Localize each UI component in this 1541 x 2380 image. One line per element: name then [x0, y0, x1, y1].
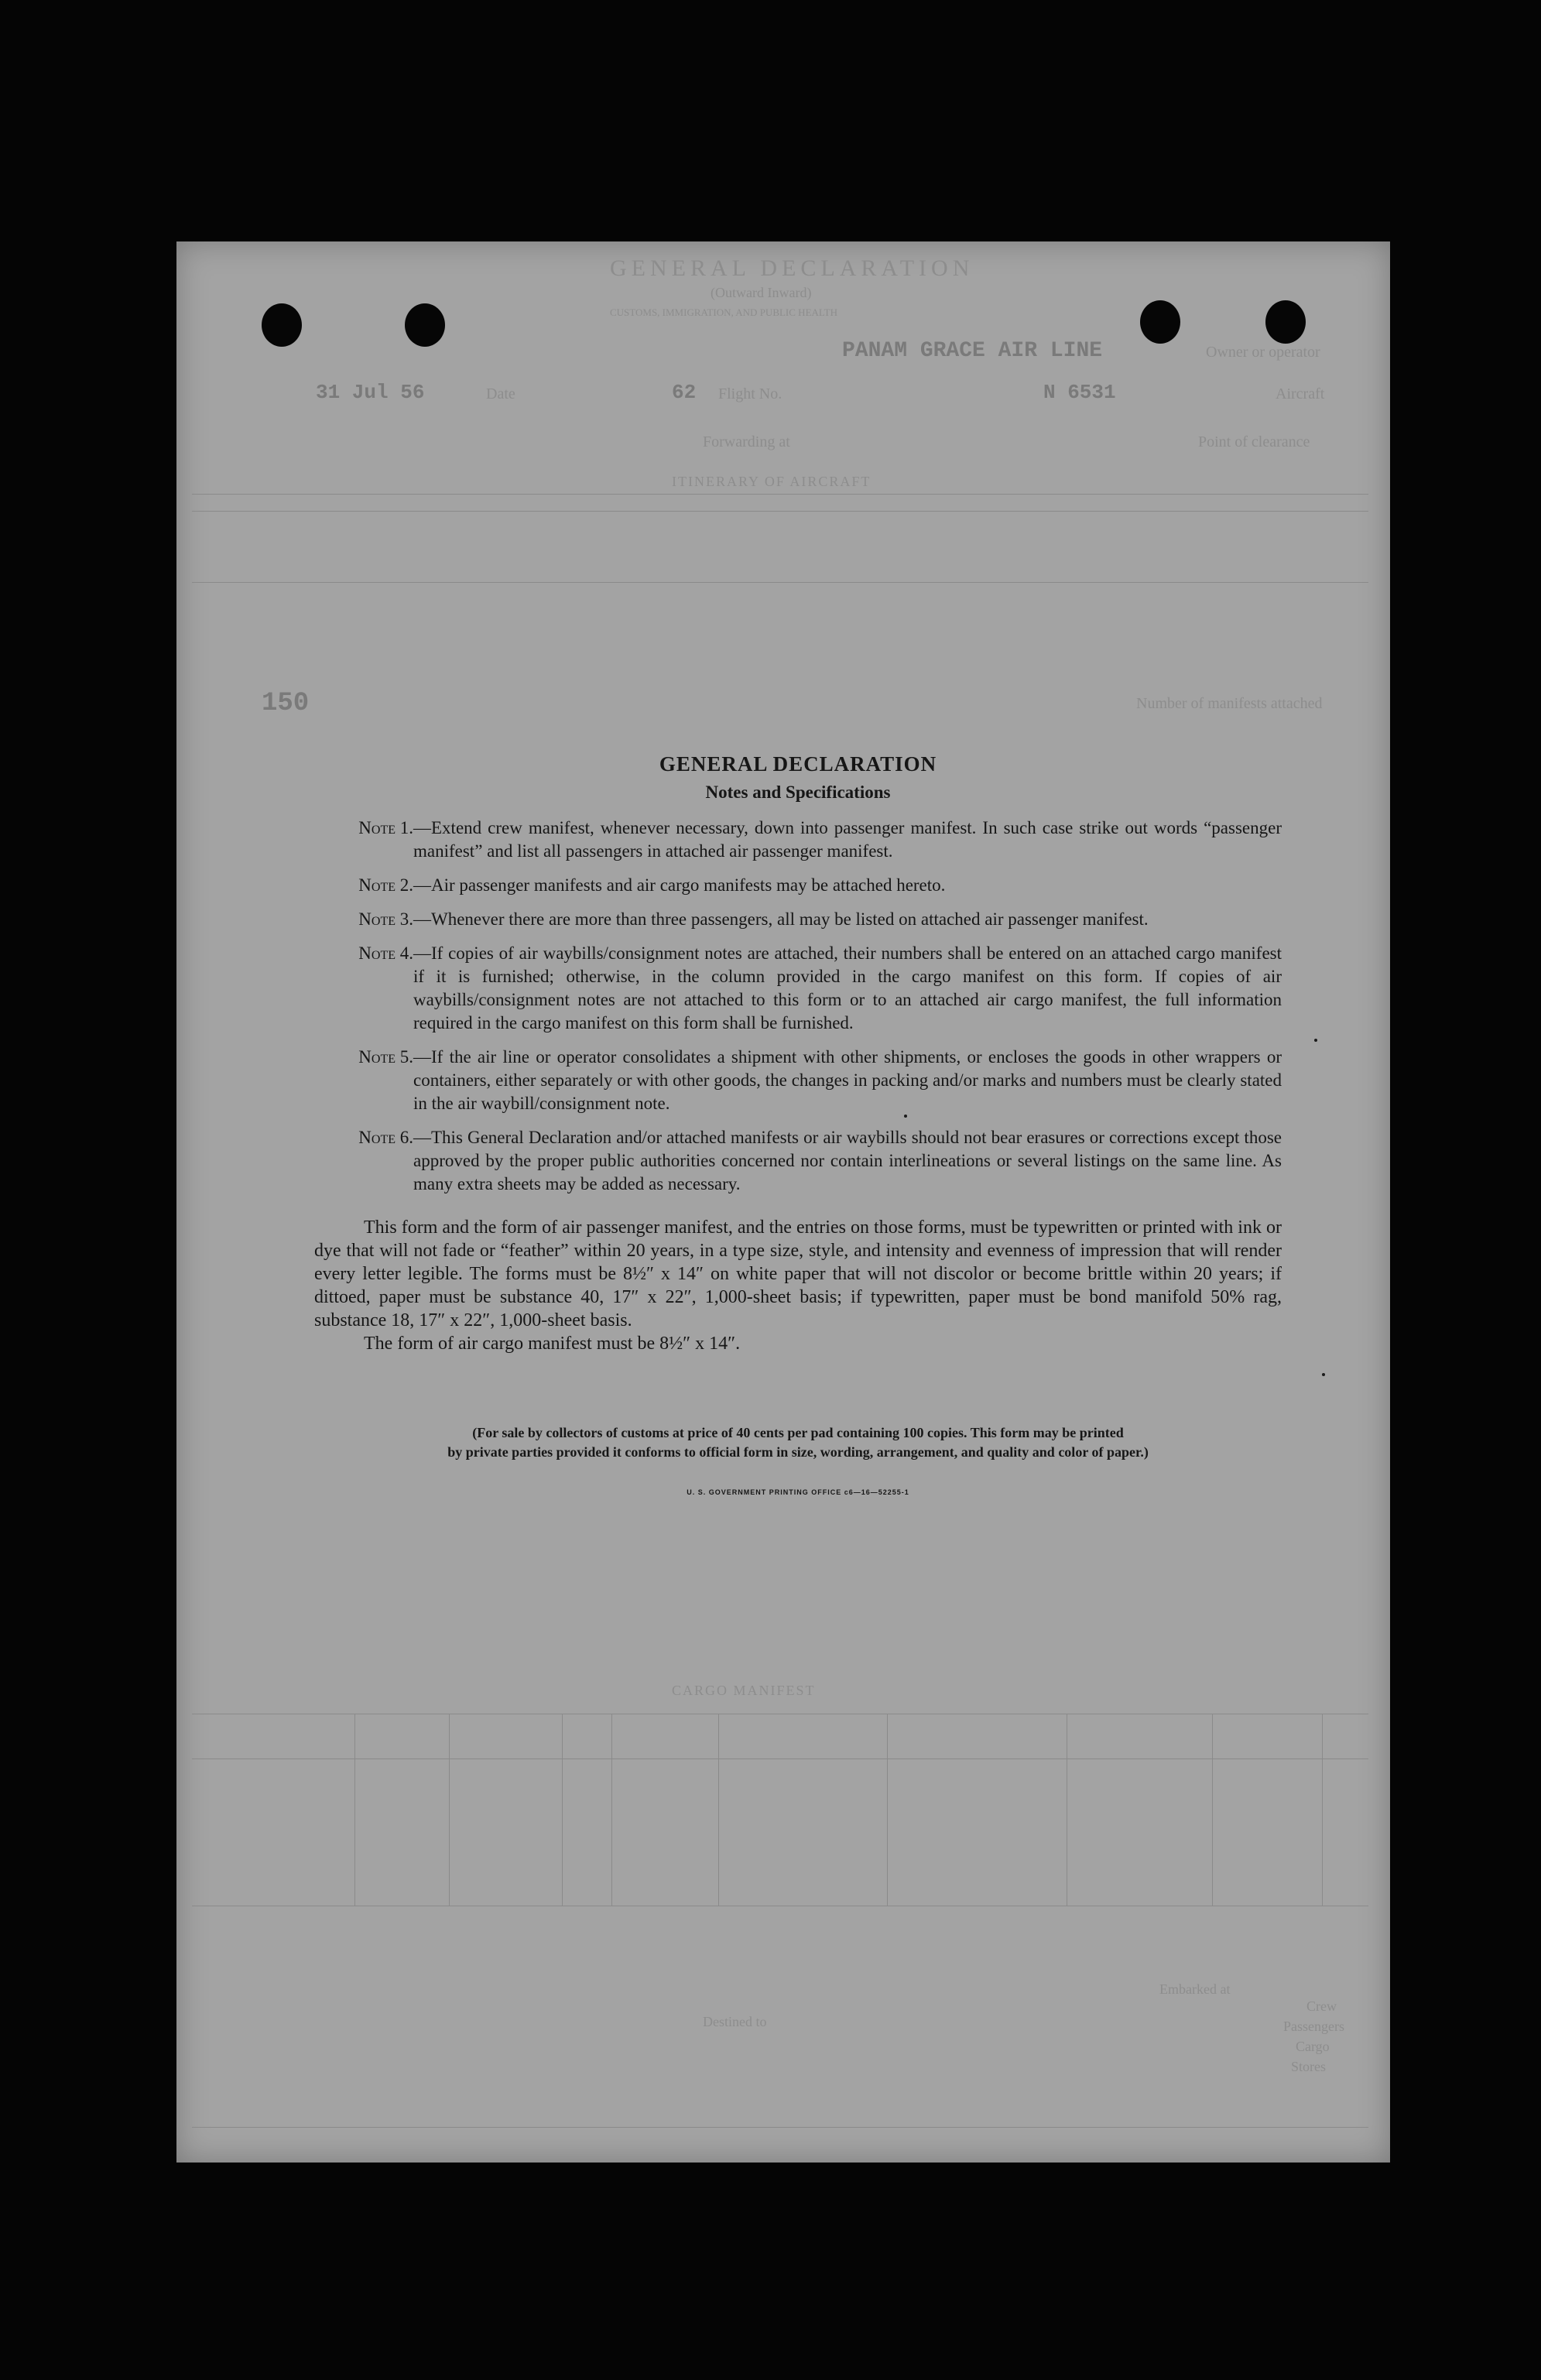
specification-paragraph: This form and the form of air passenger manifest, and the entries on those forms, must be typewritten or printed with ink or dye that will not fade or “feather” within 20 years, in a type size, style, and intensity and evenness of impression that will render every letter legible. The forms must be 8½″ x 14″ on white paper that will not discolor or become brittle within 20 years; if dittoed, paper must be substance 40, 17″ x 22″, 1,000-sheet basis; if typewritten, paper must be bond manifold 50% rag, substance 18, 17″ x 22″, 1,000-sheet basis. — [314, 1217, 1282, 1330]
bleed-owner-label: Owner or operator — [1206, 344, 1320, 361]
bleed-flight-label: Flight No. — [718, 385, 782, 402]
punch-hole — [1140, 300, 1180, 344]
bleed-flight-value: 62 — [672, 381, 697, 404]
punch-hole — [1265, 300, 1306, 344]
cargo-manifest-size-line: The form of air cargo manifest must be 8½″ x 14″. — [364, 1334, 741, 1354]
note-text: —This General Declaration and/or attached manifests or air waybills should not bear erasures or corrections except those approved by the proper public authorities concerned nor contain interlineations or several listings on the same line. As many extra sheets may be added as necessary. — [413, 1128, 1282, 1193]
sale-notice — [314, 1423, 1282, 1462]
note-label: Note 6. — [358, 1128, 413, 1147]
bleed-rule — [192, 494, 1368, 495]
bleed-manifest-count-value: 150 — [262, 689, 310, 718]
bleed-rule — [192, 2127, 1368, 2128]
bleed-forwarding-label: Forwarding at — [703, 433, 790, 450]
bleed-owner-value: PANAM GRACE AIR LINE — [842, 339, 1103, 363]
bleed-embarked-label: Embarked at — [1159, 1981, 1231, 1997]
bleed-vrule — [718, 1714, 719, 1906]
note-label: Note 5. — [358, 1047, 413, 1067]
bleed-rule — [192, 582, 1368, 583]
note-2 — [314, 874, 1282, 897]
bleed-vrule — [562, 1714, 563, 1906]
bleed-cargo-manifest-label: CARGO MANIFEST — [672, 1683, 816, 1698]
bleed-cargo-label: Cargo — [1296, 2039, 1330, 2054]
document-title: GENERAL DECLARATION — [659, 752, 937, 776]
note-label: Note 4. — [358, 943, 413, 963]
note-6 — [314, 1126, 1282, 1196]
speck — [1314, 1039, 1317, 1042]
punch-hole — [405, 303, 445, 347]
bleed-header-sub: (Outward Inward) — [711, 285, 812, 300]
note-3 — [314, 908, 1282, 931]
note-text: —If copies of air waybills/consignment notes are attached, their numbers shall be entered on an attached cargo manifest if it is furnished; otherwise, in the column provided in the cargo manifest on this form. If copies of air waybills/consignment notes are not attached to this form or to an attached air cargo manifest, the full information required in the cargo manifest on this form shall be furnished. — [413, 943, 1282, 1032]
bleed-manifest-count-label: Number of manifests attached — [1136, 695, 1323, 712]
bleed-vrule — [1212, 1714, 1213, 1906]
notes-and-specifications — [314, 752, 1282, 1496]
sale-notice-line-1: (For sale by collectors of customs at price of 40 cents per pad containing 100 copies. This form may be printed — [472, 1425, 1124, 1440]
note-label: Note 2. — [358, 875, 413, 895]
bleed-stores-label: Stores — [1291, 2059, 1326, 2074]
bleed-passengers-label: Passengers — [1283, 2019, 1344, 2034]
note-label: Note 3. — [358, 909, 413, 929]
note-text: —Air passenger manifests and air cargo manifests may be attached hereto. — [413, 875, 946, 895]
bleed-aircraft-value: N 6531 — [1043, 381, 1116, 404]
bleed-clearance-label: Point of clearance — [1198, 433, 1310, 450]
bleed-destined-label: Destined to — [703, 2014, 767, 2029]
form-sheet — [176, 241, 1390, 2163]
sale-notice-line-2: by private parties provided it conforms to official form in size, wording, arrangement, and quality and color of paper.) — [447, 1444, 1149, 1460]
bleed-itinerary-label: ITINERARY OF AIRCRAFT — [672, 474, 872, 489]
bleed-vrule — [611, 1714, 612, 1906]
note-4 — [314, 942, 1282, 1035]
bleed-date-label: Date — [486, 385, 515, 402]
bleed-vrule — [354, 1714, 355, 1906]
speck — [904, 1115, 907, 1118]
punch-hole — [262, 303, 302, 347]
note-text: —Extend crew manifest, whenever necessary, down into passenger manifest. In such case strike out words “passenger manifest” and list all passengers in attached air passenger manifest. — [413, 818, 1282, 861]
bleed-header-title: GENERAL DECLARATION — [610, 255, 974, 281]
note-label: Note 1. — [358, 818, 413, 837]
bleed-vrule — [887, 1714, 888, 1906]
bleed-vrule — [1322, 1714, 1323, 1906]
document-subtitle: Notes and Specifications — [705, 782, 891, 802]
note-text: —If the air line or operator consolidates a shipment with other shipments, or encloses the goods in other wrappers or containers, either separately or with other goods, the changes in packing and/or marks and numbers must be clearly stated in the air waybill/consignment note. — [413, 1047, 1282, 1113]
speck — [1322, 1373, 1325, 1376]
note-5 — [314, 1046, 1282, 1115]
printing-office-line: U. S. GOVERNMENT PRINTING OFFICE c6—16—52255-1 — [687, 1488, 909, 1496]
bleed-aircraft-label: Aircraft — [1276, 385, 1325, 402]
bleed-rule — [192, 1758, 1368, 1759]
bleed-vrule — [449, 1714, 450, 1906]
note-1 — [314, 817, 1282, 863]
bleed-header-sub2: CUSTOMS, IMMIGRATION, AND PUBLIC HEALTH — [610, 306, 837, 318]
bleed-crew-label: Crew — [1306, 1998, 1337, 2014]
bleed-date-value: 31 Jul 56 — [316, 381, 425, 404]
bleed-rule — [192, 511, 1368, 512]
note-text: —Whenever there are more than three passengers, all may be listed on attached air passenger manifest. — [413, 909, 1149, 929]
